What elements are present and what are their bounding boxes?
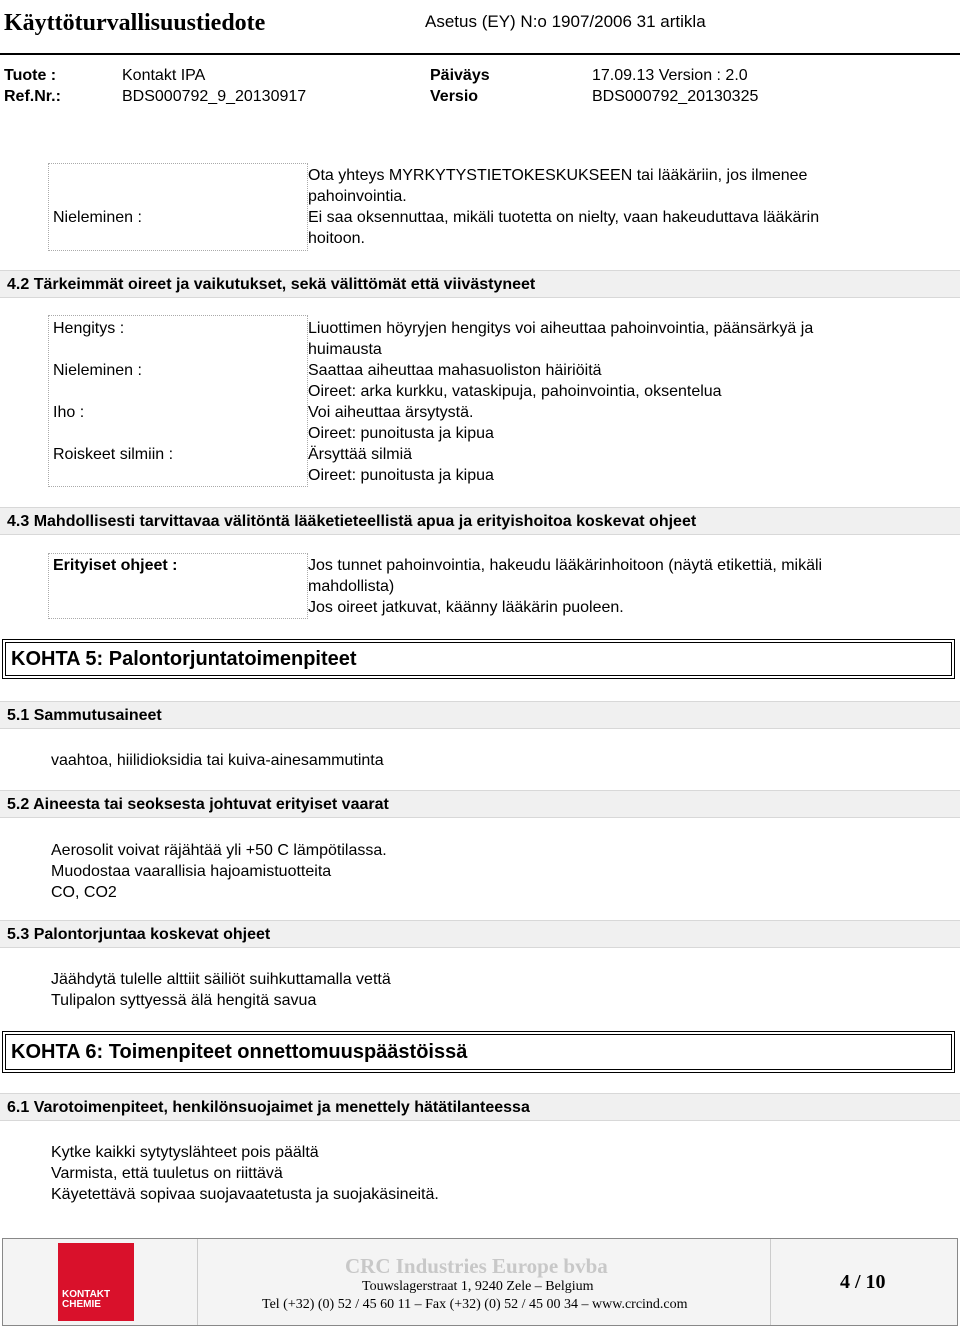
section-4-3-heading: 4.3 Mahdollisesti tarvittavaa välitöntä lääketieteellistä apua ja erityishoitoa koskevat ohjeet	[0, 507, 960, 535]
header-divider	[0, 53, 960, 55]
regulation-reference: Asetus (EY) N:o 1907/2006 31 artikla	[425, 12, 706, 31]
section-5-1-heading: 5.1 Sammutusaineet	[0, 701, 960, 729]
product-value: Kontakt IPA	[122, 67, 206, 84]
footer-divider	[197, 1239, 198, 1325]
date-label: Päiväys	[430, 67, 490, 84]
symptom-line: Liuottimen höyryjen hengitys voi aiheuttaa pahoinvointia, päänsärkyä ja	[308, 320, 814, 337]
special-instructions-text	[308, 555, 822, 618]
date-value: 17.09.13 Version : 2.0	[592, 67, 748, 84]
company-contact: Tel (+32) (0) 52 / 45 60 11 – Fax (+32) (0) 52 / 45 00 34 – www.crcind.com	[262, 1297, 688, 1312]
section-5-title: KOHTA 5: Palontorjuntatoimenpiteet	[2, 639, 955, 679]
version-label: Versio	[430, 88, 479, 105]
instruction-line: Jos oireet jatkuvat, käänny lääkärin puoleen.	[308, 599, 624, 616]
symptom-line: Voi aiheuttaa ärsytystä.	[308, 404, 474, 421]
logo-text	[62, 1290, 110, 1310]
ingestion-label-cell	[48, 163, 308, 251]
logo-text-line: KONTAKT	[62, 1289, 111, 1300]
symptom-line: Ärsyttää silmiä	[308, 446, 413, 463]
precaution-line: Kytke kaikki sytytyslähteet pois päältä	[51, 1144, 319, 1161]
advice-line: Jäähdytä tulelle alttiit säiliöt suihkuttamalla vettä	[51, 971, 391, 988]
advice-line: Tulipalon syttyessä älä hengitä savua	[51, 992, 317, 1009]
section-6-title: KOHTA 6: Toimenpiteet onnettomuuspäästöissä	[2, 1031, 955, 1073]
special-hazards-text	[51, 840, 387, 903]
hazard-line: Muodostaa vaarallisia hajoamistuotteita	[51, 863, 332, 880]
symptoms-text	[308, 318, 813, 486]
product-label: Tuote :	[4, 67, 57, 84]
hazard-line: CO, CO2	[51, 884, 117, 901]
special-instructions-label: Erityiset ohjeet :	[53, 557, 178, 574]
logo-text-line: CHEMIE	[62, 1299, 101, 1310]
instruction-line: mahdollista)	[308, 578, 395, 595]
ref-label: Ref.Nr.:	[4, 88, 61, 105]
symptom-line: Saattaa aiheuttaa mahasuoliston häiriöitä	[308, 362, 602, 379]
label-skin: Iho :	[53, 404, 85, 421]
section-5-3-heading: 5.3 Palontorjuntaa koskevat ohjeet	[0, 920, 960, 948]
label-ingestion: Nieleminen :	[53, 362, 142, 379]
symptom-line: Oireet: punoitusta ja kipua	[308, 467, 494, 484]
footer-divider	[770, 1239, 771, 1325]
label-inhalation: Hengitys :	[53, 320, 125, 337]
ingestion-line: hoitoon.	[308, 230, 365, 247]
precaution-line: Käyetettävä sopivaa suojavaatetusta ja suojakäsineitä.	[51, 1186, 439, 1203]
instruction-line: Jos tunnet pahoinvointia, hakeudu lääkärinhoitoon (näytä etikettiä, mikäli	[308, 557, 823, 574]
ingestion-line: Ei saa oksennuttaa, mikäli tuotetta on nielty, vaan hakeuduttava lääkärin	[308, 209, 820, 226]
ingestion-line: pahoinvointia.	[308, 188, 407, 205]
label-eyes: Roiskeet silmiin :	[53, 446, 174, 463]
page-number: 4 / 10	[840, 1271, 886, 1293]
document-title: Käyttöturvallisuustiedote	[4, 10, 266, 36]
ingestion-line: Ota yhteys MYRKYTYSTIETOKESKUKSEEN tai lääkäriin, jos ilmenee	[308, 167, 808, 184]
extinguishing-media-text: vaahtoa, hiilidioksidia tai kuiva-ainesammutinta	[51, 752, 384, 769]
symptom-line: Oireet: arka kurkku, vataskipuja, pahoinvointia, oksentelua	[308, 383, 722, 400]
company-address: Touwslagerstraat 1, 9240 Zele – Belgium	[362, 1279, 594, 1294]
precautions-text	[51, 1142, 439, 1205]
ingestion-text	[308, 165, 819, 249]
section-4-2-heading: 4.2 Tärkeimmät oireet ja vaikutukset, sekä välittömät että viivästyneet	[0, 270, 960, 298]
ingestion-label: Nieleminen :	[53, 209, 142, 226]
company-name: CRC Industries Europe bvba	[345, 1254, 608, 1278]
symptom-line: Oireet: punoitusta ja kipua	[308, 425, 494, 442]
section-6-1-heading: 6.1 Varotoimenpiteet, henkilönsuojaimet ja menettely hätätilanteessa	[0, 1093, 960, 1121]
precaution-line: Varmista, että tuuletus on riittävä	[51, 1165, 283, 1182]
section-5-2-heading: 5.2 Aineesta tai seoksesta johtuvat erityiset vaarat	[0, 790, 960, 818]
ref-value: BDS000792_9_20130917	[122, 88, 307, 105]
hazard-line: Aerosolit voivat räjähtää yli +50 C lämpötilassa.	[51, 842, 387, 859]
firefighting-advice-text	[51, 969, 391, 1011]
version-value: BDS000792_20130325	[592, 88, 759, 105]
symptom-line: huimausta	[308, 341, 382, 358]
